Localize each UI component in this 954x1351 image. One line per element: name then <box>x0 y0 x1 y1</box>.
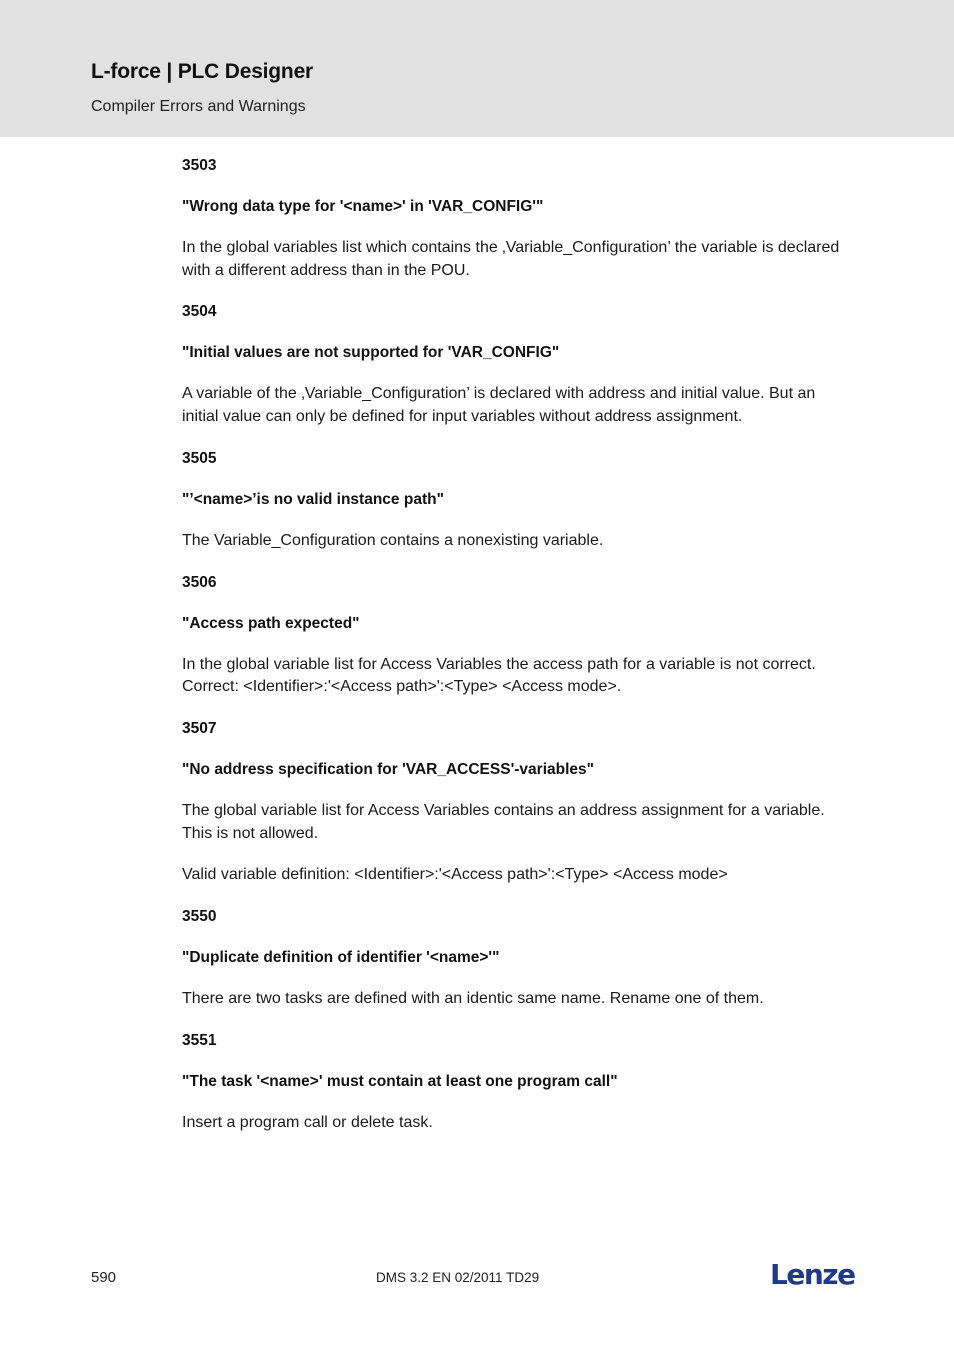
error-entry <box>182 448 842 553</box>
section-subtitle: Compiler Errors and Warnings <box>91 98 306 115</box>
error-message: "Access path expected" <box>182 614 360 632</box>
error-code: 3504 <box>182 303 217 321</box>
error-description: The global variable list for Access Variables contains an address assignment for a variable. This is not allowed. <box>182 801 825 842</box>
error-message: "The task '<name>' must contain at least one program call" <box>182 1072 618 1090</box>
error-entry <box>182 906 842 1011</box>
error-message: "Wrong data type for '<name>' in 'VAR_CONFIG'" <box>182 198 544 215</box>
error-description: In the global variables list which contains the ‚Variable_Configuration’ the variable is declared with a different address than in the POU. <box>182 239 840 279</box>
error-entry <box>182 155 842 282</box>
page-number: 590 <box>91 1269 117 1286</box>
error-description: Valid variable definition: <Identifier>:'<Access path>':<Type> <Access mode> <box>182 866 728 884</box>
error-code: 3550 <box>182 908 217 926</box>
error-description: There are two tasks are defined with an identic same name. Rename one of them. <box>182 990 764 1008</box>
page-header <box>0 0 954 137</box>
document-title: L-force | PLC Designer <box>91 60 314 83</box>
error-message: "No address specification for 'VAR_ACCESS'-variables" <box>182 760 594 778</box>
error-code: 3506 <box>182 573 217 591</box>
error-description: The Variable_Configuration contains a nonexisting variable. <box>182 531 604 549</box>
error-list <box>182 155 842 1153</box>
error-entry <box>182 1030 842 1135</box>
error-code: 3507 <box>182 719 217 737</box>
lenze-logo: Lenze <box>770 1258 855 1291</box>
error-message: "’<name>’is no valid instance path" <box>182 490 444 508</box>
error-entry <box>182 301 842 428</box>
error-code: 3551 <box>182 1031 217 1049</box>
error-code: 3505 <box>182 449 217 467</box>
error-description: A variable of the ‚Variable_Configuration’ is declared with address and initial value. But an initial value can only be defined for input variables without address assignment. <box>182 385 816 426</box>
error-entry <box>182 718 842 887</box>
error-code: 3503 <box>182 157 217 174</box>
document-info: DMS 3.2 EN 02/2011 TD29 <box>376 1270 540 1285</box>
error-description: Insert a program call or delete task. <box>182 1113 433 1131</box>
error-entry <box>182 572 842 699</box>
error-description: In the global variable list for Access Variables the access path for a variable is not correct. Correct: <Identifier>:'<Access path>':<Type> <Access mode>. <box>182 655 816 696</box>
error-message: "Duplicate definition of identifier '<name>'" <box>182 949 500 967</box>
error-message: "Initial values are not supported for 'VAR_CONFIG" <box>182 344 560 362</box>
